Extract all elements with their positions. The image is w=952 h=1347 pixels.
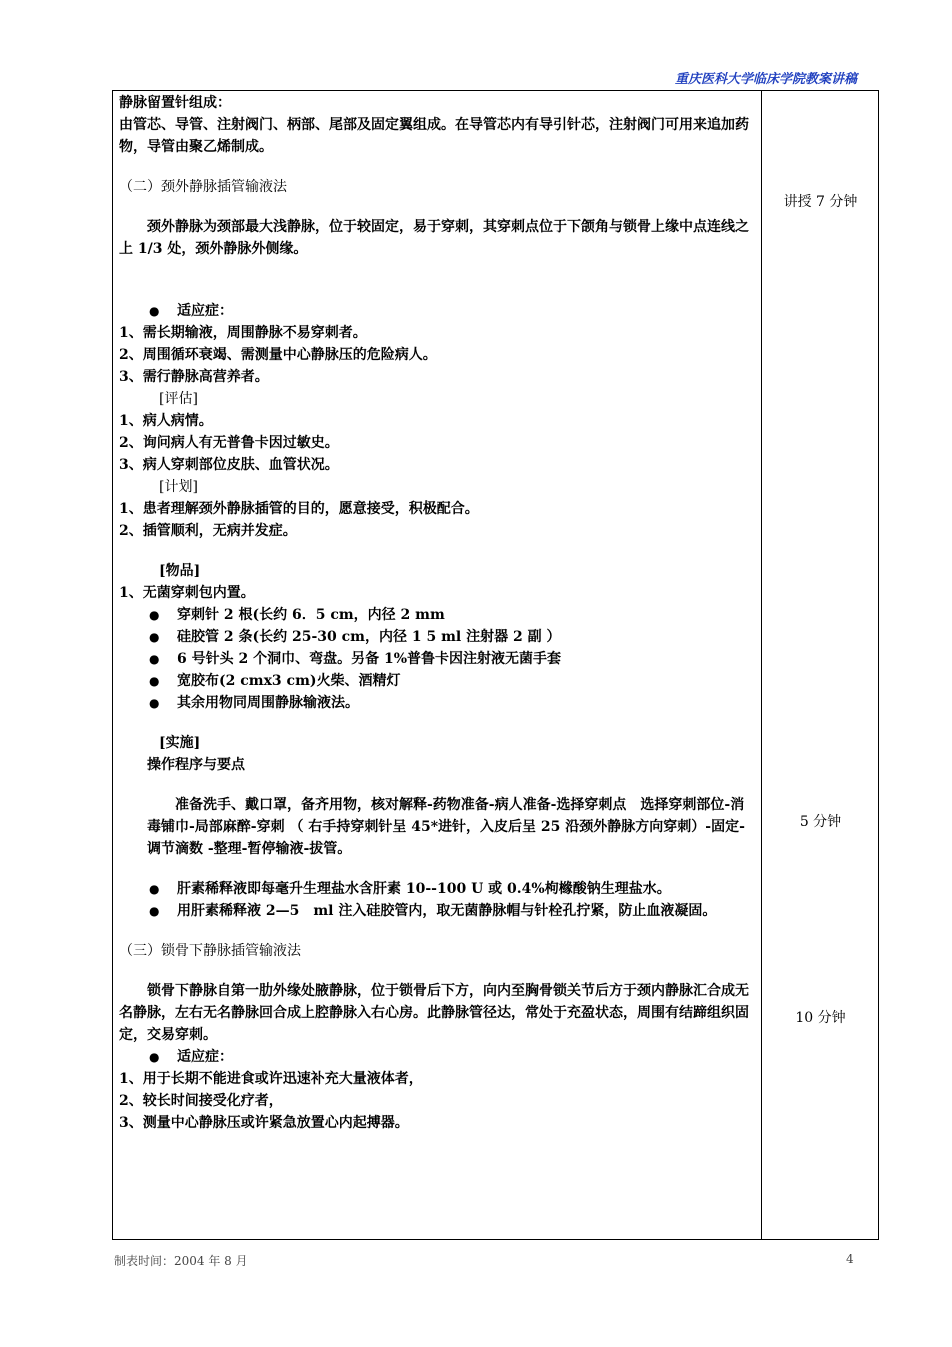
impl-text: 准备洗手、戴口罩，备齐用物，核对解释-药物准备-病人准备-选择穿刺点 选择穿刺部位-消毒铺巾-局部麻醉-穿刺 （ 右手持穿刺针呈 45*进针，入皮后呈 25 沿颈外静脉方向穿刺）-固定-调节滴数 -整理-暂停输液-拔管。: [147, 797, 745, 857]
indications-title: ● 适应症：: [119, 300, 755, 322]
item-entry: ● 其余用物同周围静脉输液法。: [119, 692, 755, 714]
assess-item: 3、病人穿刺部位皮肤、血管状况。: [119, 457, 339, 473]
plan-item: 2、插管顺利，无病并发症。: [119, 523, 297, 539]
section-2-title: （二）颈外静脉插管输液法: [119, 179, 287, 195]
bullet-icon: ●: [149, 882, 160, 896]
section-3-intro: 锁骨下静脉自第一肋外缘处腋静脉，位于锁骨后下方，向内至胸骨锁关节后方于颈内静脉汇合成无名静脉，左右无名静脉回合成上腔静脉入右心房。此静脉管径达，常处于充盈状态，周围有结蹄组织固定，交易穿刺。: [119, 983, 749, 1043]
items-intro: 1、无菌穿刺包内置。: [119, 585, 255, 601]
p1-title: 静脉留置针组成：: [119, 95, 231, 111]
page-number: 4: [846, 1252, 854, 1266]
bullet-icon: ●: [149, 652, 160, 666]
note-item: ● 肝素稀释液即每毫升生理盐水含肝素 10--100 U 或 0.4%枸橼酸钠生理盐水。: [119, 878, 755, 900]
footer-date: 制表时间：2004 年 8 月: [114, 1254, 248, 1268]
plan-item: 1、患者理解颈外静脉插管的目的，愿意接受，积极配合。: [119, 501, 479, 517]
indication-item: 2、周围循环衰竭、需测量中心静脉压的危险病人。: [119, 347, 437, 363]
bullet-icon: ●: [149, 630, 160, 644]
plan-title: [计划]: [159, 479, 198, 495]
item-entry: ● 宽胶布(2 cmx3 cm)火柴、酒精灯: [119, 670, 755, 692]
item-entry: ● 穿刺针 2 根(长约 6．5 cm，内径 2 mm: [119, 604, 755, 626]
item-entry: ● 硅胶管 2 条(长约 25-30 cm，内径 1 5 ml 注射器 2 副 ）: [119, 626, 755, 648]
assess-item: 1、病人病情。: [119, 413, 213, 429]
indication-3-item: 3、测量中心静脉压或许紧急放置心内起搏器。: [119, 1115, 409, 1131]
column-divider: [761, 90, 762, 1240]
indication-3-item: 1、用于长期不能进食或许迅速补充大量液体者，: [119, 1071, 423, 1087]
items-title: [物品]: [159, 563, 201, 579]
time-allocation-2: 5 分钟: [799, 814, 842, 830]
bullet-icon: ●: [149, 304, 160, 318]
bullet-icon: ●: [149, 696, 160, 710]
section-3-title: （三）锁骨下静脉插管输液法: [119, 943, 301, 959]
indications-3-title: ● 适应症：: [119, 1046, 755, 1068]
time-allocation-3: 10 分钟: [795, 1010, 846, 1026]
impl-title: [实施]: [159, 735, 201, 751]
time-allocation-1: 讲授 7 分钟: [783, 194, 858, 210]
note-item: ● 用肝素稀释液 2—5 ml 注入硅胶管内，取无菌静脉帽与针栓孔拧紧，防止血液凝固。: [119, 900, 755, 922]
p1-text: 由管芯、导管、注射阀门、柄部、尾部及固定翼组成。在导管芯内有导引针芯，注射阀门可用来追加药物，导管由聚乙烯制成。: [119, 117, 749, 155]
document-header-title: 重庆医科大学临床学院教案讲稿: [674, 72, 857, 87]
item-entry: ● 6 号针头 2 个洞巾、弯盘。另备 1%普鲁卡因注射液无菌手套: [119, 648, 755, 670]
assess-item: 2、询问病人有无普鲁卡因过敏史。: [119, 435, 339, 451]
indication-3-item: 2、较长时间接受化疗者，: [119, 1093, 283, 1109]
lesson-content: [119, 92, 755, 1134]
bullet-icon: ●: [149, 1050, 160, 1064]
indication-item: 3、需行静脉高营养者。: [119, 369, 269, 385]
bullet-icon: ●: [149, 904, 160, 918]
bullet-icon: ●: [149, 674, 160, 688]
section-2-intro: 颈外静脉为颈部最大浅静脉，位于较固定，易于穿刺，其穿刺点位于下颌角与锁骨上缘中点连线之上 1/3 处，颈外静脉外侧缘。: [119, 219, 749, 257]
bullet-icon: ●: [149, 608, 160, 622]
assess-title: [评估]: [159, 391, 198, 407]
indication-item: 1、需长期输液，周围静脉不易穿刺者。: [119, 325, 367, 341]
impl-subtitle: 操作程序与要点: [147, 757, 245, 773]
